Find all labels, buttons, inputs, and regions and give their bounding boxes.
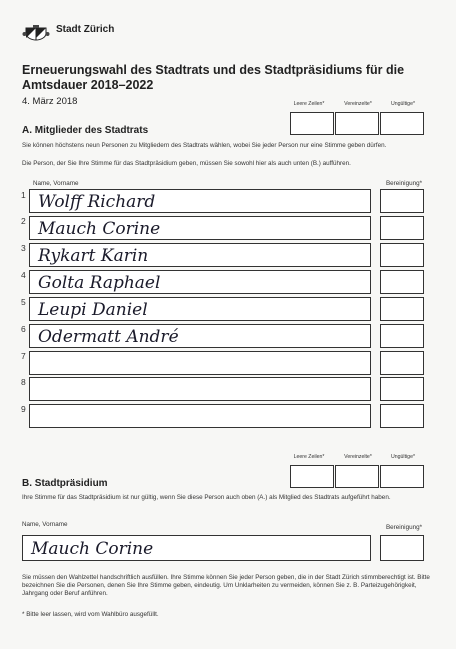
handwritten-name: Rykart Karin bbox=[38, 246, 149, 266]
handwritten-name: Leupi Daniel bbox=[38, 300, 148, 320]
section-a-instruction-2: Die Person, der Sie Ihre Stimme für das Stadtpräsidium geben, müssen Sie sowohl hier als auch unten (B.) aufführen. bbox=[22, 160, 351, 167]
tally-box-empty-rows-b[interactable] bbox=[290, 465, 334, 488]
name-field-row-4[interactable] bbox=[29, 270, 371, 294]
correction-column-header: Bereinigung* bbox=[385, 180, 423, 187]
row-number: 9 bbox=[21, 404, 26, 414]
row-number: 4 bbox=[21, 270, 26, 280]
city-name: Stadt Zürich bbox=[56, 24, 115, 35]
correction-box-row-7[interactable] bbox=[380, 351, 424, 375]
handwritten-name: Mauch Corine bbox=[31, 539, 154, 559]
correction-box-row-5[interactable] bbox=[380, 297, 424, 321]
name-field-row-2[interactable] bbox=[29, 216, 371, 240]
footer-note: Sie müssen den Wahlzettel handschriftlich ausfüllen. Ihre Stimme können Sie jeder Person geben, die in der Stadt Zürich stimmberechtigt ist. Bitte bezeichnen Sie die Personen, denen Sie Ihre Stimme geben, eindeutig. Um Unklarheiten zu vermeiden, können Sie z. B. Parteizugehörigkeit, Jahrgang oder Beruf anführen. bbox=[22, 574, 430, 597]
tally-label-scattered: Vereinzelte* bbox=[344, 454, 372, 460]
correction-box-row-3[interactable] bbox=[380, 243, 424, 267]
name-field-row-3[interactable] bbox=[29, 243, 371, 267]
tally-box-empty-rows[interactable] bbox=[290, 112, 334, 135]
name-field-row-8[interactable] bbox=[29, 377, 371, 401]
handwritten-name: Mauch Corine bbox=[38, 219, 161, 239]
row-number: 8 bbox=[21, 377, 26, 387]
tally-label-empty-rows: Leere Zeilen* bbox=[293, 454, 325, 460]
correction-box-row-6[interactable] bbox=[380, 324, 424, 348]
name-field-row-1[interactable] bbox=[29, 189, 371, 213]
section-a-instruction-1: Sie können höchstens neun Personen zu Mitgliedern des Stadtrats wählen, wobei Sie jeder Person nur eine Stimme geben dürfen. bbox=[22, 142, 387, 149]
election-date: 4. März 2018 bbox=[22, 96, 78, 107]
ballot-title: Erneuerungswahl des Stadtrats und des Stadtpräsidiums für die Amtsdauer 2018–2022 bbox=[22, 63, 405, 92]
tally-box-scattered-b[interactable] bbox=[335, 465, 379, 488]
mayor-correction-box[interactable] bbox=[380, 535, 424, 561]
correction-box-row-9[interactable] bbox=[380, 404, 424, 428]
handwritten-name: Odermatt André bbox=[38, 327, 179, 347]
section-b-instruction: Ihre Stimme für das Stadtpräsidium ist nur gültig, wenn Sie diese Person auch oben (A.) als Mitglied des Stadtrats aufgeführt haben. bbox=[22, 494, 391, 501]
row-number: 3 bbox=[21, 243, 26, 253]
correction-box-row-8[interactable] bbox=[380, 377, 424, 401]
handwritten-name: Wolff Richard bbox=[38, 192, 156, 212]
tally-box-scattered[interactable] bbox=[335, 112, 379, 135]
row-number: 6 bbox=[21, 324, 26, 334]
tally-box-invalid-b[interactable] bbox=[380, 465, 424, 488]
row-number: 7 bbox=[21, 351, 26, 361]
tally-label-empty-rows: Leere Zeilen* bbox=[293, 101, 325, 107]
name-column-header: Name, Vorname bbox=[22, 521, 68, 528]
tally-label-scattered: Vereinzelte* bbox=[344, 101, 372, 107]
row-number: 5 bbox=[21, 297, 26, 307]
name-field-row-6[interactable] bbox=[29, 324, 371, 348]
correction-column-header: Bereinigung* bbox=[385, 524, 423, 531]
name-field-row-9[interactable] bbox=[29, 404, 371, 428]
mayor-name-field[interactable] bbox=[22, 535, 371, 561]
row-number: 1 bbox=[21, 190, 26, 200]
zurich-coat-of-arms-logo bbox=[22, 24, 50, 44]
correction-box-row-1[interactable] bbox=[380, 189, 424, 213]
footer-asterisk-note: * Bitte leer lassen, wird vom Wahlbüro ausgefüllt. bbox=[22, 611, 159, 618]
tally-box-invalid[interactable] bbox=[380, 112, 424, 135]
correction-box-row-2[interactable] bbox=[380, 216, 424, 240]
name-field-row-7[interactable] bbox=[29, 351, 371, 375]
section-a-heading: A. Mitglieder des Stadtrats bbox=[22, 125, 149, 136]
name-field-row-5[interactable] bbox=[29, 297, 371, 321]
tally-label-invalid: Ungültige* bbox=[391, 454, 415, 460]
correction-box-row-4[interactable] bbox=[380, 270, 424, 294]
tally-label-invalid: Ungültige* bbox=[391, 101, 415, 107]
name-column-header: Name, Vorname bbox=[33, 180, 79, 187]
section-b-heading: B. Stadtpräsidium bbox=[22, 478, 108, 489]
row-number: 2 bbox=[21, 216, 26, 226]
handwritten-name: Golta Raphael bbox=[38, 273, 161, 293]
